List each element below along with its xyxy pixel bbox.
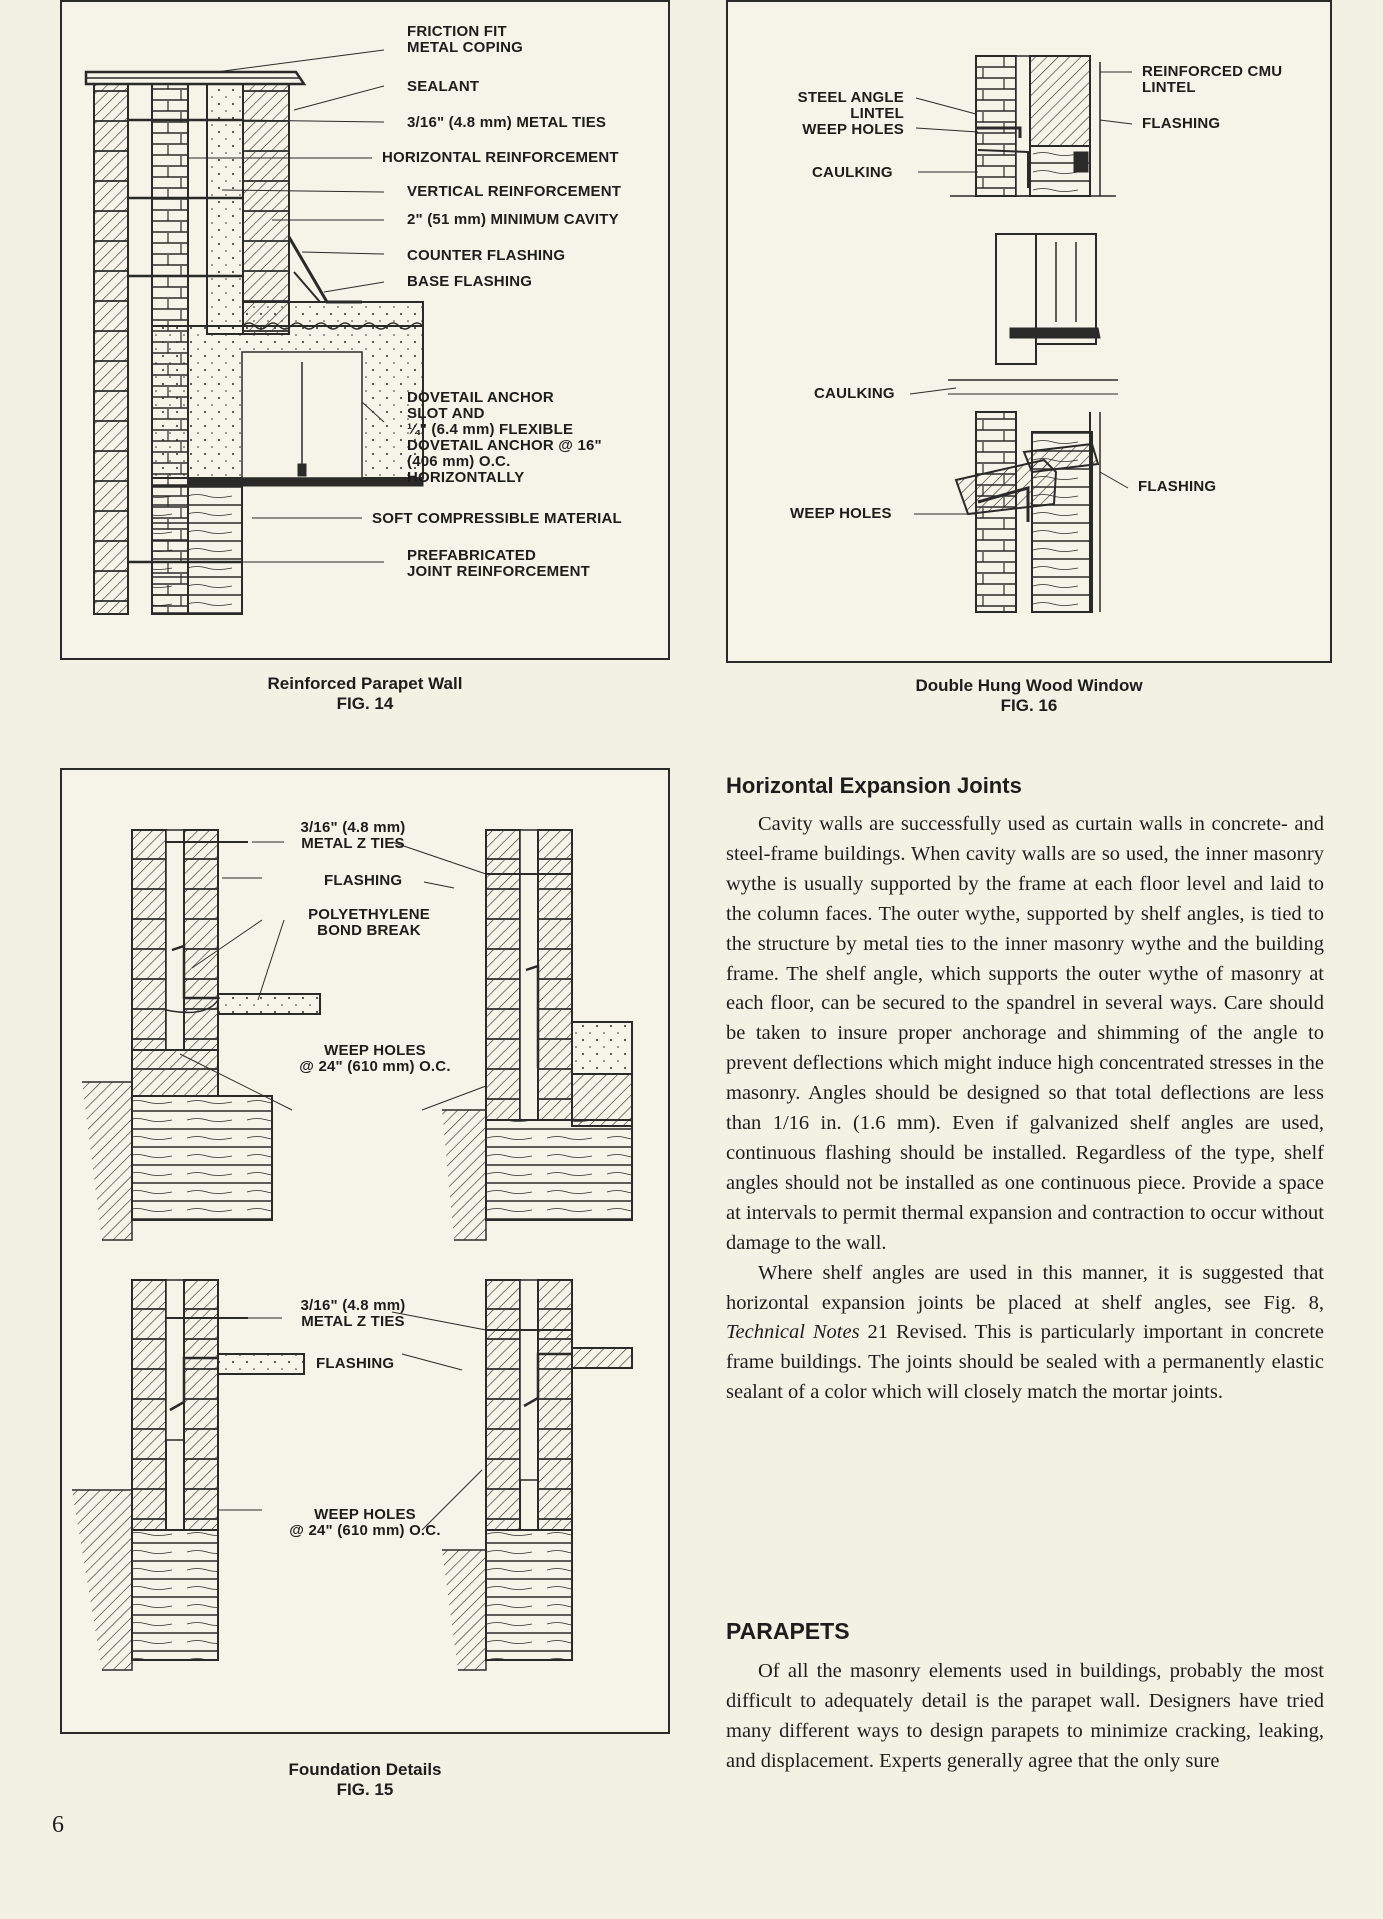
callout-steel-angle-lintel: STEEL ANGLE LINTEL WEEP HOLES <box>797 89 904 138</box>
callout-metal-z-ties-top: 3/16" (4.8 mm) METAL Z TIES <box>300 819 406 852</box>
callout-base-flashing: BASE FLASHING <box>407 273 533 290</box>
fig14-caption <box>60 674 670 714</box>
callout-weep-holes-bottom: WEEP HOLES @ 24" (610 mm) O.C. <box>289 1506 441 1539</box>
callout-caulking-mid: CAULKING <box>814 385 895 402</box>
para2-text-a: Where shelf angles are used in this manner, it is suggested that horizontal expansion joints be placed at shelf angles, see Fig. 8, <box>726 1261 1324 1314</box>
callout-vertical-reinforcement: VERTICAL REINFORCEMENT <box>407 183 622 200</box>
callout-dovetail-anchor: DOVETAIL ANCHOR SLOT AND ¼" (6.4 mm) FLEXIBLE DOVETAIL ANCHOR @ 16" (406 mm) O.C. HORIZONTALLY <box>407 389 602 486</box>
callout-flashing-top: FLASHING <box>1142 115 1221 132</box>
fig16-caption-fig: FIG. 16 <box>1000 696 1058 715</box>
horizontal-joints-body <box>726 810 1324 1408</box>
callout-horizontal-reinforcement: HORIZONTAL REINFORCEMENT <box>382 149 619 166</box>
fig15-caption-fig: FIG. 15 <box>336 1780 394 1799</box>
technical-notes-ref: Technical Notes <box>726 1321 860 1344</box>
parapets-heading: PARAPETS <box>726 1618 850 1644</box>
callout-polyethylene-bond-break: POLYETHYLENE BOND BREAK <box>308 906 430 939</box>
callout-minimum-cavity: 2" (51 mm) MINIMUM CAVITY <box>407 211 619 228</box>
callout-caulking-top: CAULKING <box>812 164 893 181</box>
fig15-box <box>60 768 670 1734</box>
fig14-caption-fig: FIG. 14 <box>336 694 394 713</box>
fig14-caption-title: Reinforced Parapet Wall <box>267 674 463 693</box>
callout-metal-coping: FRICTION FIT METAL COPING <box>407 23 524 56</box>
callout-flashing-top: FLASHING <box>324 872 403 889</box>
callout-flashing-bottom: FLASHING <box>316 1355 395 1372</box>
fig16-box <box>726 0 1332 663</box>
para2-text-b: 21 Revised. This is particularly important in concrete frame buildings. The joints should be sealed with a permanently elastic sealant of a color which will closely match the mortar joints. <box>726 1321 1324 1404</box>
callout-counter-flashing: COUNTER FLASHING <box>407 247 566 264</box>
fig14-box <box>60 0 670 660</box>
callout-soft-compressible: SOFT COMPRESSIBLE MATERIAL <box>372 510 622 527</box>
callout-weep-holes: WEEP HOLES <box>790 505 892 522</box>
callout-prefab-joint: PREFABRICATED JOINT REINFORCEMENT <box>407 547 590 580</box>
callout-metal-z-ties-bottom: 3/16" (4.8 mm) METAL Z TIES <box>300 1297 406 1330</box>
page-number: 6 <box>52 1812 64 1838</box>
parapets-body <box>726 1657 1324 1777</box>
horizontal-joints-heading: Horizontal Expansion Joints <box>726 773 1022 798</box>
horizontal-joints-para2 <box>726 1259 1324 1409</box>
fig15-caption-title: Foundation Details <box>288 1760 442 1779</box>
fig16-caption <box>726 676 1332 716</box>
fig15-caption <box>60 1760 670 1800</box>
callout-sealant: SEALANT <box>407 78 480 95</box>
callout-flashing-bottom: FLASHING <box>1138 478 1217 495</box>
horizontal-joints-para1: Cavity walls are successfully used as curtain walls in concrete- and steel-frame buildings. When cavity walls are so used, the inner masonry wythe is usually supported by the frame at each floor level and laid to the column faces. The outer wythe, supported by shelf angles, is tied to the structure by metal ties to the inner masonry wythe and the building frame. The shelf angle, which supports the outer wythe of masonry at each floor, can be secured to the spandrel in several ways. Care should be taken to insure proper anchorage and shimming of the angle to prevent deflections which might induce high concentrated stresses in the masonry. Angles should be designed so that total deflections are less than 1/16 in. (1.6 mm). Even if galvanized shelf angles are used, continuous flashing should be installed. Regardless of the type, shelf angles should not be installed as one continuous piece. Provide a space at intervals to permit thermal expansion and contraction to occur without damage to the wall. <box>726 813 1324 1254</box>
callout-metal-ties: 3/16" (4.8 mm) METAL TIES <box>407 114 607 131</box>
fig16-caption-title: Double Hung Wood Window <box>915 676 1143 695</box>
callout-reinforced-cmu-lintel: REINFORCED CMU LINTEL <box>1142 63 1283 96</box>
parapets-para1: Of all the masonry elements used in buildings, probably the most difficult to adequately detail is the parapet wall. Designers have tried many different ways to design parapets to minimize cracking, leaking, and displacement. Experts generally agree that the only sure <box>726 1660 1324 1772</box>
callout-weep-holes-top: WEEP HOLES @ 24" (610 mm) O.C. <box>299 1042 451 1075</box>
